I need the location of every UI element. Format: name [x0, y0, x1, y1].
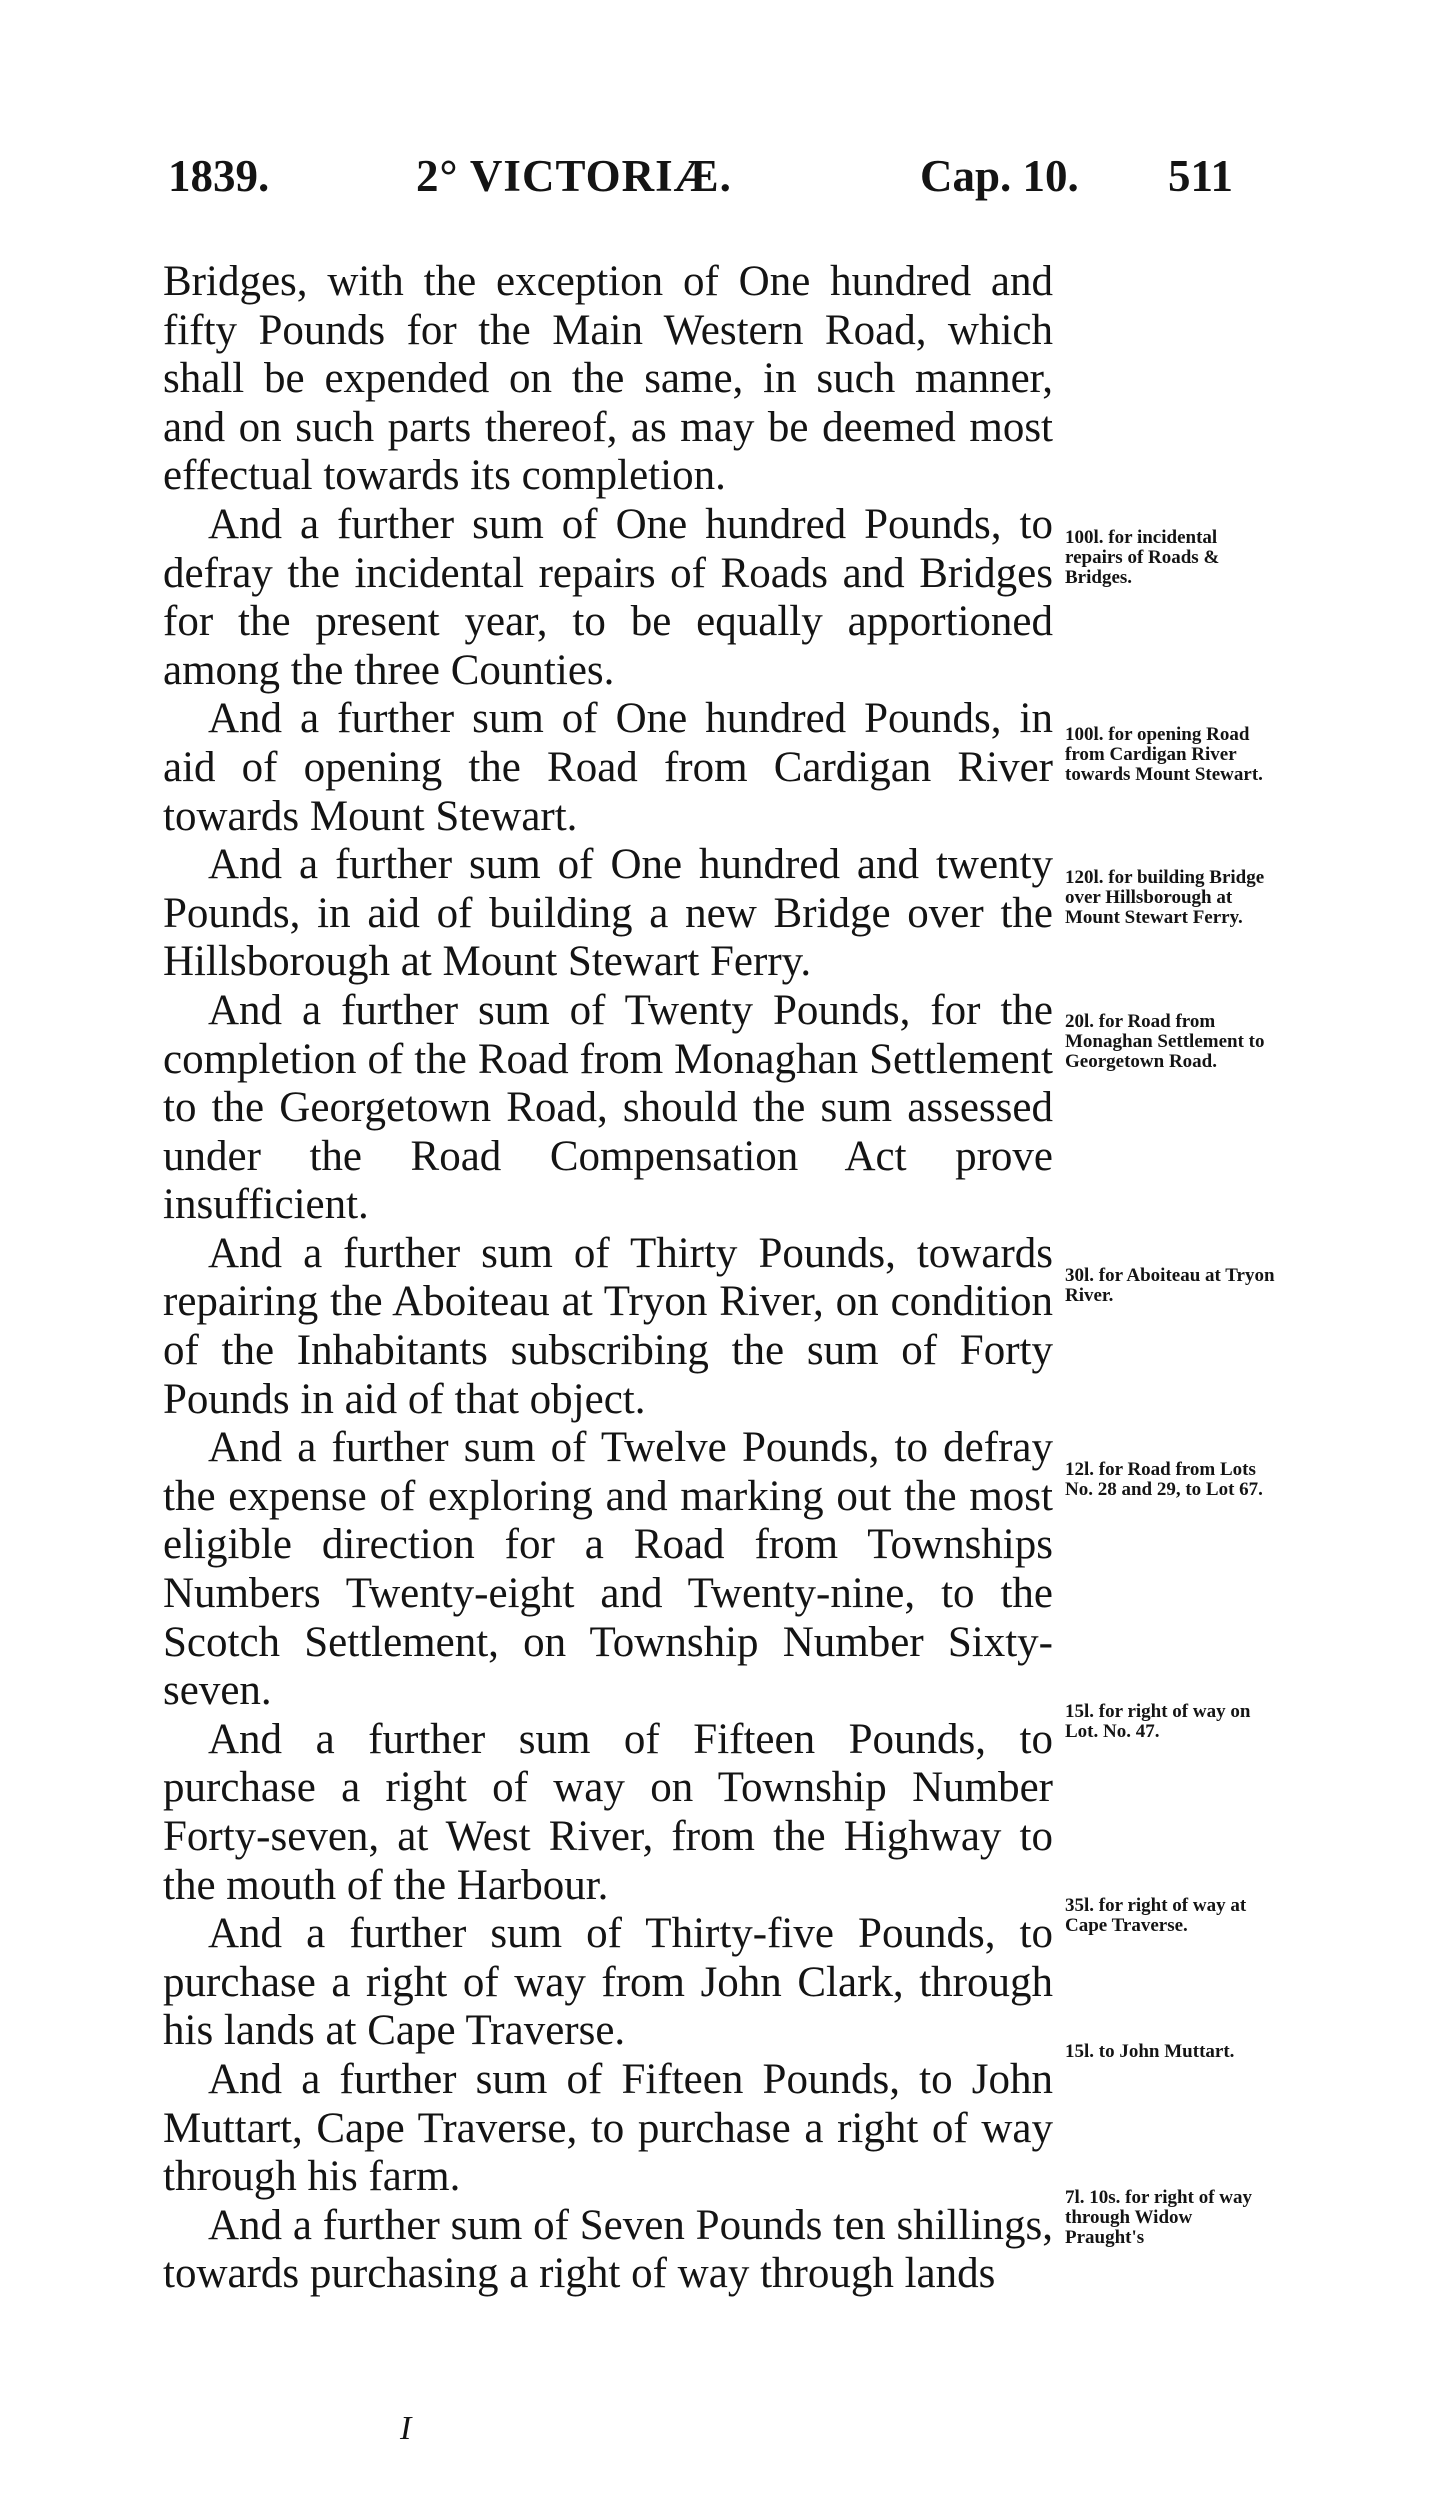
- paragraph-exploring-road: And a further sum of Twelve Pounds, to defray the expense of exploring and marking out the most eligible direction for a Road from Townships Numbers Twenty-eight and Twenty-nine, to the Scotch Settlement, on Township Number Sixty-seven.: [163, 1424, 1053, 1715]
- margin-note-cape-traverse: 35l. for right of way at Cape Traverse.: [1065, 1895, 1247, 1936]
- margin-note-incidental-repairs: 100l. for incidental repairs of Roads & Bridges.: [1065, 527, 1220, 588]
- paragraph-monaghan-road: And a further sum of Twenty Pounds, for the completion of the Road from Monaghan Settlement to the Georgetown Road, should the sum assessed under the Road Compensation Act prove insufficient.: [163, 986, 1053, 1229]
- margin-note-hillsborough-bridge: 120l. for building Bridge over Hillsborough at Mount Stewart Ferry.: [1065, 867, 1265, 928]
- paragraph-tryon-aboiteau: And a further sum of Thirty Pounds, towards repairing the Aboiteau at Tryon River, on condition of the Inhabitants subscribing the sum of Forty Pounds in aid of that object.: [163, 1229, 1053, 1423]
- paragraph-incidental-repairs: And a further sum of One hundred Pounds, to defray the incidental repairs of Roads and Bridges for the present year, to be equally apportioned among the three Counties.: [163, 500, 1053, 694]
- paragraph-main-western-road: Bridges, with the exception of One hundred and fifty Pounds for the Main Western Road, which shall be expended on the same, in such manner, and on such parts thereof, as may be deemed most effectual towards its completion.: [163, 258, 1053, 500]
- paragraph-john-muttart: And a further sum of Fifteen Pounds, to John Muttart, Cape Traverse, to purchase a right of way through his farm.: [163, 2055, 1053, 2201]
- margin-note-monaghan-road: 20l. for Road from Monaghan Settlement to Georgetown Road.: [1065, 1011, 1265, 1072]
- signature-mark: I: [400, 2410, 412, 2447]
- paragraph-cardigan-river-road: And a further sum of One hundred Pounds, in aid of opening the Road from Cardigan River towards Mount Stewart.: [163, 695, 1053, 840]
- margin-note-lots-28-29: 12l. for Road from Lots No. 28 and 29, to Lot 67.: [1065, 1459, 1263, 1500]
- header-title: 2° VICTORIÆ.: [416, 151, 732, 201]
- page-number: 511: [1168, 151, 1234, 201]
- margin-note-cardigan-road: 100l. for opening Road from Cardigan River towards Mount Stewart.: [1065, 724, 1263, 785]
- paragraph-west-river-right-of-way: And a further sum of Fifteen Pounds, to purchase a right of way on Township Number Forty-seven, at West River, from the Highway to the mouth of the Harbour.: [163, 1715, 1053, 1909]
- paragraph-hillsborough-bridge: And a further sum of One hundred and twenty Pounds, in aid of building a new Bridge over the Hillsborough at Mount Stewart Ferry.: [163, 841, 1053, 986]
- margin-note-lot-47: 15l. for right of way on Lot. No. 47.: [1065, 1701, 1251, 1742]
- header-year: 1839.: [168, 151, 270, 201]
- header-chapter: Cap. 10.: [920, 151, 1079, 201]
- paragraph-john-clark: And a further sum of Thirty-five Pounds, to purchase a right of way from John Clark, through his lands at Cape Traverse.: [163, 1910, 1053, 2055]
- margin-note-widow-praught: 7l. 10s. for right of way through Widow Praught's: [1065, 2187, 1252, 2248]
- main-text-column: [163, 258, 1053, 2299]
- margin-note-john-muttart: 15l. to John Muttart.: [1065, 2041, 1235, 2062]
- paragraph-widow-praught: And a further sum of Seven Pounds ten shillings, towards purchasing a right of way through lands: [163, 2201, 1053, 2298]
- running-header: [168, 150, 1278, 210]
- margin-note-tryon-aboiteau: 30l. for Aboiteau at Tryon River.: [1065, 1265, 1275, 1306]
